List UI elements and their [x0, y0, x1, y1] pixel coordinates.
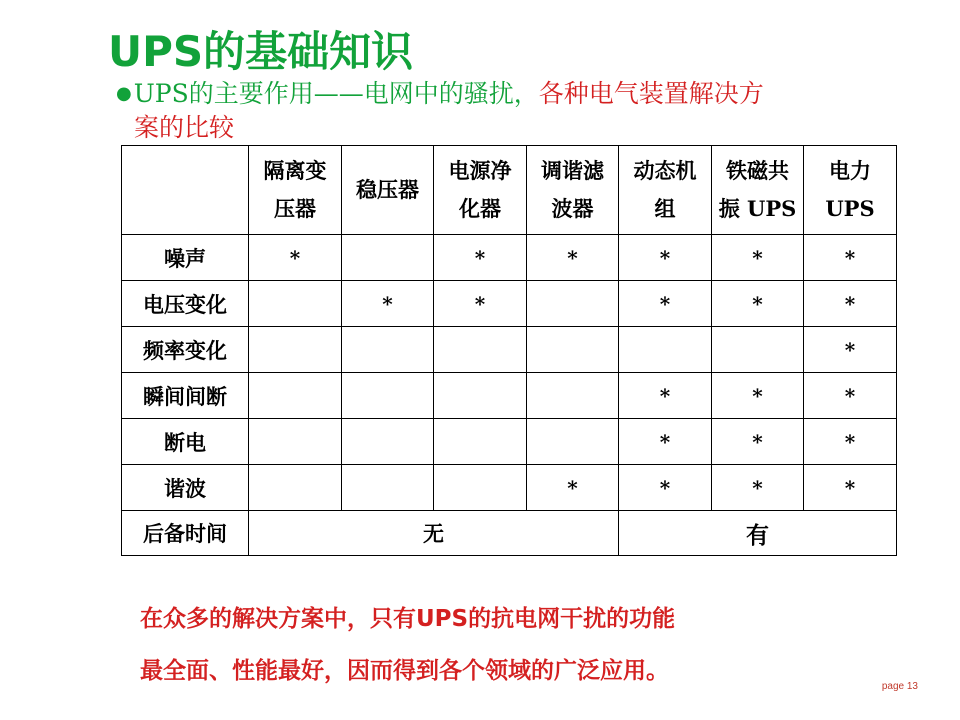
- page-number: page 13: [881, 681, 918, 692]
- row-label: 噪声: [122, 235, 249, 281]
- table-cell: *: [619, 373, 712, 419]
- table-row: [122, 327, 897, 373]
- bullet-icon: ●: [116, 83, 132, 104]
- table-cell: [619, 327, 712, 373]
- table-cell: *: [804, 419, 897, 465]
- table-cell: *: [712, 419, 804, 465]
- table-cell: *: [804, 327, 897, 373]
- table-row: [122, 281, 897, 327]
- conclusion-line-2: 最全面、性能最好，因而得到各个领域的广泛应用。: [140, 658, 669, 684]
- comparison-table: [121, 145, 897, 556]
- table-cell: *: [434, 281, 527, 327]
- conclusion-line-1: 在众多的解决方案中，只有UPS的抗电网干扰的功能: [140, 606, 676, 632]
- conclusion-text: [140, 593, 675, 697]
- table-cell: [434, 373, 527, 419]
- table-cell: *: [619, 281, 712, 327]
- table-cell: [249, 327, 342, 373]
- table-row: [122, 419, 897, 465]
- table-cell: [527, 419, 619, 465]
- header-line: 铁磁共: [726, 158, 789, 183]
- header-line: 波器: [551, 196, 594, 221]
- bullet-text-green: UPS的主要作用——电网中的骚扰，: [133, 79, 539, 108]
- header-cell: [342, 146, 434, 235]
- header-line: 隔离变: [263, 158, 327, 183]
- table-cell: [434, 465, 527, 511]
- header-line: 化器: [459, 196, 501, 221]
- table-cell: *: [712, 373, 804, 419]
- row-label: 谐波: [122, 465, 249, 511]
- table-cell: *: [712, 465, 804, 511]
- row-label: 断电: [122, 419, 249, 465]
- header-cell: [527, 146, 619, 235]
- header-line: 电源净: [448, 158, 512, 183]
- header-line: UPS: [825, 196, 875, 221]
- table-cell: [249, 465, 342, 511]
- table-cell: *: [804, 281, 897, 327]
- header-line: 电力: [829, 158, 871, 183]
- header-line: 稳压器: [356, 177, 419, 202]
- table-cell: *: [619, 235, 712, 281]
- table-cell: [249, 373, 342, 419]
- table-cell: [434, 327, 527, 373]
- backup-yes-cell: 有: [619, 511, 897, 556]
- header-line: 调谐滤: [541, 158, 604, 183]
- table-cell: [527, 373, 619, 419]
- table-cell: [527, 281, 619, 327]
- table-cell: *: [527, 235, 619, 281]
- backup-none-cell: 无: [249, 511, 619, 556]
- table-cell: *: [804, 465, 897, 511]
- table-cell: [342, 235, 434, 281]
- table-cell: [249, 419, 342, 465]
- slide-title: UPS的基础知识: [108, 27, 414, 76]
- row-label: 后备时间: [122, 511, 249, 556]
- table-row: [122, 373, 897, 419]
- bullet-text: [116, 76, 764, 112]
- corner-cell: [122, 146, 249, 235]
- table-cell: [434, 419, 527, 465]
- header-cell: [619, 146, 712, 235]
- table-cell: [342, 373, 434, 419]
- header-line: 压器: [274, 196, 316, 221]
- header-cell: [434, 146, 527, 235]
- table-cell: *: [712, 281, 804, 327]
- table-cell: [342, 327, 434, 373]
- table-cell: [342, 465, 434, 511]
- table-row: [122, 235, 897, 281]
- table-cell: *: [619, 465, 712, 511]
- header-cell: [249, 146, 342, 235]
- row-label: 瞬间间断: [122, 373, 249, 419]
- table-cell: [712, 327, 804, 373]
- header-line: 振 UPS: [718, 196, 797, 221]
- header-cell: [712, 146, 804, 235]
- table-cell: *: [434, 235, 527, 281]
- header-line: 组: [654, 196, 676, 221]
- backup-time-row: [122, 511, 897, 556]
- table-row: [122, 465, 897, 511]
- table-cell: *: [342, 281, 434, 327]
- table-cell: [342, 419, 434, 465]
- table-cell: [249, 281, 342, 327]
- table-cell: *: [712, 235, 804, 281]
- table-cell: *: [804, 235, 897, 281]
- table-cell: *: [249, 235, 342, 281]
- table-header-row: [122, 146, 897, 235]
- table-cell: *: [527, 465, 619, 511]
- table-cell: *: [804, 373, 897, 419]
- table-cell: *: [619, 419, 712, 465]
- header-cell: [804, 146, 897, 235]
- table-cell: [527, 327, 619, 373]
- row-label: 电压变化: [122, 281, 249, 327]
- header-line: 动态机: [633, 158, 697, 183]
- row-label: 频率变化: [122, 327, 249, 373]
- bullet-text-red: 各种电气装置解决方: [538, 79, 764, 108]
- bullet-text-continuation: 案的比较: [134, 113, 235, 142]
